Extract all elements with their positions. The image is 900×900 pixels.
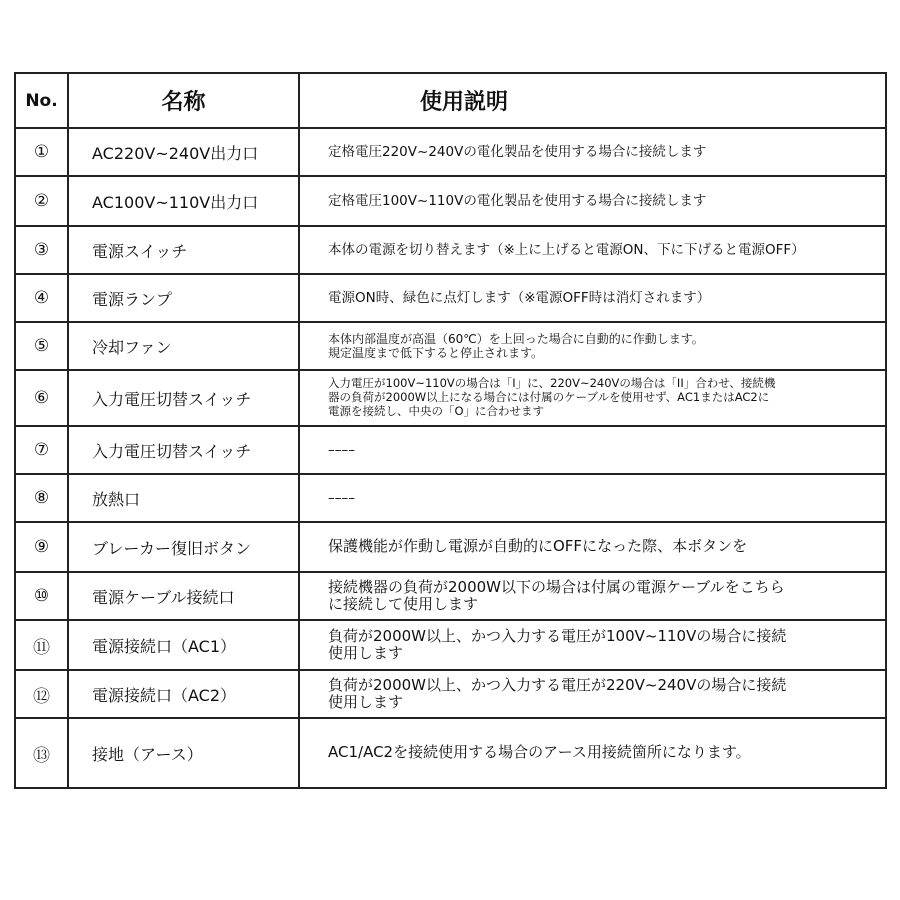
- desc-line: AC1/AC2を接続使用する場合のアース用接続箇所になります。: [328, 743, 751, 762]
- row-name: 電源接続口（AC1）: [68, 620, 299, 670]
- row-desc: [299, 670, 886, 718]
- row-name: 電源ランプ: [68, 274, 299, 322]
- row-name: 電源接続口（AC2）: [68, 670, 299, 718]
- desc-line: 本体の電源を切り替えます（※上に上げると電源ON、下に下げると電源OFF）: [328, 241, 805, 258]
- spec-table: [14, 72, 887, 789]
- row-number: ⑧: [15, 474, 68, 522]
- table-row: [15, 572, 886, 620]
- table-row: [15, 176, 886, 226]
- row-number: ⑬: [15, 718, 68, 788]
- desc-line: 定格電圧220V~240Vの電化製品を使用する場合に接続します: [328, 143, 707, 160]
- row-desc: [299, 572, 886, 620]
- row-number: ⑫: [15, 670, 68, 718]
- row-name: 冷却ファン: [68, 322, 299, 370]
- row-desc: [299, 522, 886, 572]
- desc-line: 電源ON時、緑色に点灯します（※電源OFF時は消灯されます）: [328, 289, 711, 306]
- row-desc: [299, 274, 886, 322]
- table-row: [15, 274, 886, 322]
- row-number: ⑥: [15, 370, 68, 426]
- row-desc: [299, 176, 886, 226]
- row-desc: [299, 426, 886, 474]
- row-desc: [299, 474, 886, 522]
- row-name: 放熱口: [68, 474, 299, 522]
- row-number: ①: [15, 128, 68, 176]
- desc-line: 本体内部温度が高温（60℃）を上回った場合に自動的に作動します。: [328, 331, 704, 346]
- row-name: 電源スイッチ: [68, 226, 299, 274]
- table-row: [15, 620, 886, 670]
- row-number: ⑦: [15, 426, 68, 474]
- table-row: [15, 522, 886, 572]
- table-row: [15, 226, 886, 274]
- row-number: ④: [15, 274, 68, 322]
- desc-line: 使用します: [328, 644, 404, 662]
- row-desc: [299, 226, 886, 274]
- desc-line: 定格電圧100V~110Vの電化製品を使用する場合に接続します: [328, 192, 707, 209]
- table-row: [15, 670, 886, 718]
- row-number: ⑪: [15, 620, 68, 670]
- desc-line: 負荷が2000W以上、かつ入力する電圧が100V~110Vの場合に接続: [328, 626, 787, 645]
- row-number: ②: [15, 176, 68, 226]
- desc-line: 器の負荷が2000W以上になる場合には付属のケーブルを使用せず、AC1またはAC2に: [328, 390, 770, 405]
- desc-line: ––––: [328, 441, 355, 458]
- table-row: [15, 718, 886, 788]
- table-row: [15, 474, 886, 522]
- row-name: AC220V~240V出力口: [68, 128, 299, 176]
- desc-line: 入力電圧が100V~110Vの場合は「I」に、220V~240Vの場合は「II」合わせ、接続機: [328, 376, 776, 391]
- row-number: ⑤: [15, 322, 68, 370]
- table-row: [15, 370, 886, 426]
- desc-line: 保護機能が作動し電源が自動的にOFFになった際、本ボタンを: [328, 537, 748, 556]
- desc-line: 負荷が2000W以上、かつ入力する電圧が220V~240Vの場合に接続: [328, 675, 787, 694]
- desc-line: に接続して使用します: [328, 595, 479, 613]
- row-name: 入力電圧切替スイッチ: [68, 426, 299, 474]
- desc-line: ––––: [328, 489, 355, 506]
- header-desc: 使用説明: [299, 73, 886, 128]
- row-name: AC100V~110V出力口: [68, 176, 299, 226]
- row-desc: [299, 620, 886, 670]
- row-name: 入力電圧切替スイッチ: [68, 370, 299, 426]
- row-desc: [299, 370, 886, 426]
- table-row: [15, 322, 886, 370]
- desc-line: 使用します: [328, 693, 404, 711]
- table-row: [15, 426, 886, 474]
- header-name: 名称: [68, 73, 299, 128]
- row-desc: [299, 322, 886, 370]
- desc-line: 接続機器の負荷が2000W以下の場合は付属の電源ケーブルをこちら: [328, 577, 785, 596]
- table-header-row: [15, 73, 886, 128]
- row-name: 電源ケーブル接続口: [68, 572, 299, 620]
- table-row: [15, 128, 886, 176]
- row-name: 接地（アース）: [68, 718, 299, 788]
- row-number: ③: [15, 226, 68, 274]
- row-number: ⑩: [15, 572, 68, 620]
- header-no: No.: [15, 73, 68, 128]
- row-desc: [299, 128, 886, 176]
- desc-line: 電源を接続し、中央の「O」に合わせます: [328, 403, 545, 418]
- row-desc: [299, 718, 886, 788]
- row-number: ⑨: [15, 522, 68, 572]
- desc-line: 規定温度まで低下すると停止されます。: [328, 346, 544, 360]
- row-name: ブレーカー復旧ボタン: [68, 522, 299, 572]
